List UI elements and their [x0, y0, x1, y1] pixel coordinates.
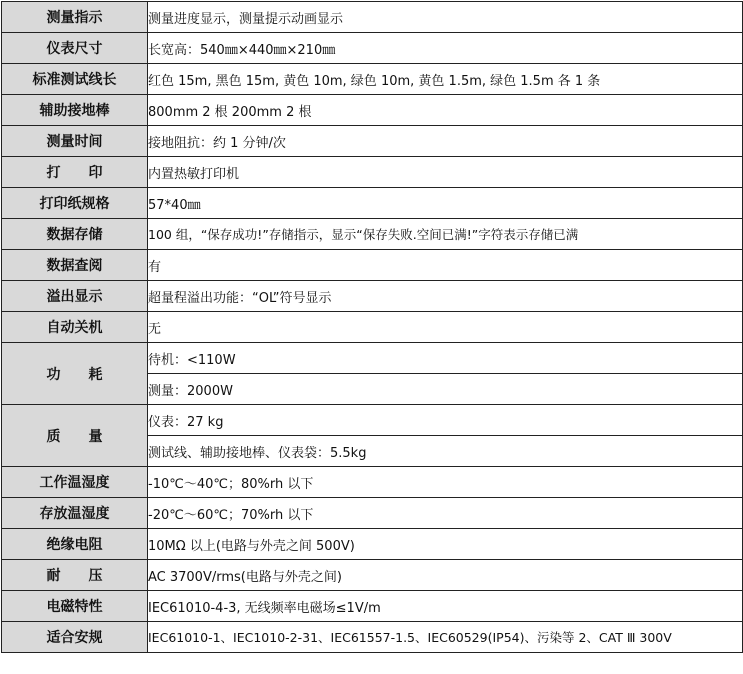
spec-row	[2, 2, 743, 33]
row-label: 绝缘电阻	[2, 529, 148, 560]
row-label: 适合安规	[2, 622, 148, 653]
row-label: 仪表尺寸	[2, 33, 148, 64]
row-label: 数据查阅	[2, 250, 148, 281]
spec-row	[2, 95, 743, 126]
row-label: 辅助接地棒	[2, 95, 148, 126]
row-value: 内置热敏打印机	[148, 157, 743, 188]
row-label: 打印纸规格	[2, 188, 148, 219]
row-label: 数据存储	[2, 219, 148, 250]
row-value: 无	[148, 312, 743, 343]
row-value: 100 组，“保存成功!”存储指示，显示“保存失败.空间已满!”字符表示存储已满	[148, 219, 743, 250]
row-label: 存放温湿度	[2, 498, 148, 529]
spec-row-power	[2, 343, 743, 374]
row-value: AC 3700V/rms(电路与外壳之间)	[148, 560, 743, 591]
mass-label: 质 量	[2, 405, 148, 467]
row-label: 自动关机	[2, 312, 148, 343]
spec-table	[1, 1, 743, 653]
spec-row	[2, 560, 743, 591]
power-label: 功 耗	[2, 343, 148, 405]
row-value: -20℃～60℃；70%rh 以下	[148, 498, 743, 529]
spec-row	[2, 157, 743, 188]
spec-row	[2, 219, 743, 250]
spec-row	[2, 250, 743, 281]
row-value: IEC61010-4-3, 无线频率电磁场≤1V/m	[148, 591, 743, 622]
spec-row	[2, 33, 743, 64]
row-label: 打 印	[2, 157, 148, 188]
row-value: 800mm 2 根 200mm 2 根	[148, 95, 743, 126]
spec-row	[2, 529, 743, 560]
spec-row	[2, 467, 743, 498]
row-value: 57*40㎜	[148, 188, 743, 219]
row-value: IEC61010-1、IEC1010-2-31、IEC61557-1.5、IEC60529(IP54)、污染等 2、CAT Ⅲ 300V	[148, 622, 743, 653]
power-measure-value: 测量：2000W	[148, 374, 743, 405]
row-label: 测量指示	[2, 2, 148, 33]
spec-row	[2, 312, 743, 343]
row-label: 标准测试线长	[2, 64, 148, 95]
row-value: 接地阻抗：约 1 分钟/次	[148, 126, 743, 157]
spec-row-mass	[2, 405, 743, 436]
spec-row	[2, 188, 743, 219]
row-value: -10℃～40℃；80%rh 以下	[148, 467, 743, 498]
row-value: 有	[148, 250, 743, 281]
row-label: 电磁特性	[2, 591, 148, 622]
spec-row	[2, 64, 743, 95]
spec-row	[2, 622, 743, 653]
spec-row	[2, 591, 743, 622]
spec-row	[2, 281, 743, 312]
row-label: 耐 压	[2, 560, 148, 591]
row-value: 10MΩ 以上(电路与外壳之间 500V)	[148, 529, 743, 560]
row-value: 长宽高：540㎜×440㎜×210㎜	[148, 33, 743, 64]
row-value: 超量程溢出功能：“OL”符号显示	[148, 281, 743, 312]
row-label: 测量时间	[2, 126, 148, 157]
mass-accessories-value: 测试线、辅助接地棒、仪表袋：5.5kg	[148, 436, 743, 467]
row-label: 溢出显示	[2, 281, 148, 312]
spec-row	[2, 126, 743, 157]
row-value: 红色 15m, 黑色 15m, 黄色 10m, 绿色 10m, 黄色 1.5m, 绿色 1.5m 各 1 条	[148, 64, 743, 95]
power-standby-value: 待机：<110W	[148, 343, 743, 374]
spec-row	[2, 498, 743, 529]
row-value: 测量进度显示，测量提示动画显示	[148, 2, 743, 33]
mass-meter-value: 仪表：27 kg	[148, 405, 743, 436]
row-label: 工作温湿度	[2, 467, 148, 498]
